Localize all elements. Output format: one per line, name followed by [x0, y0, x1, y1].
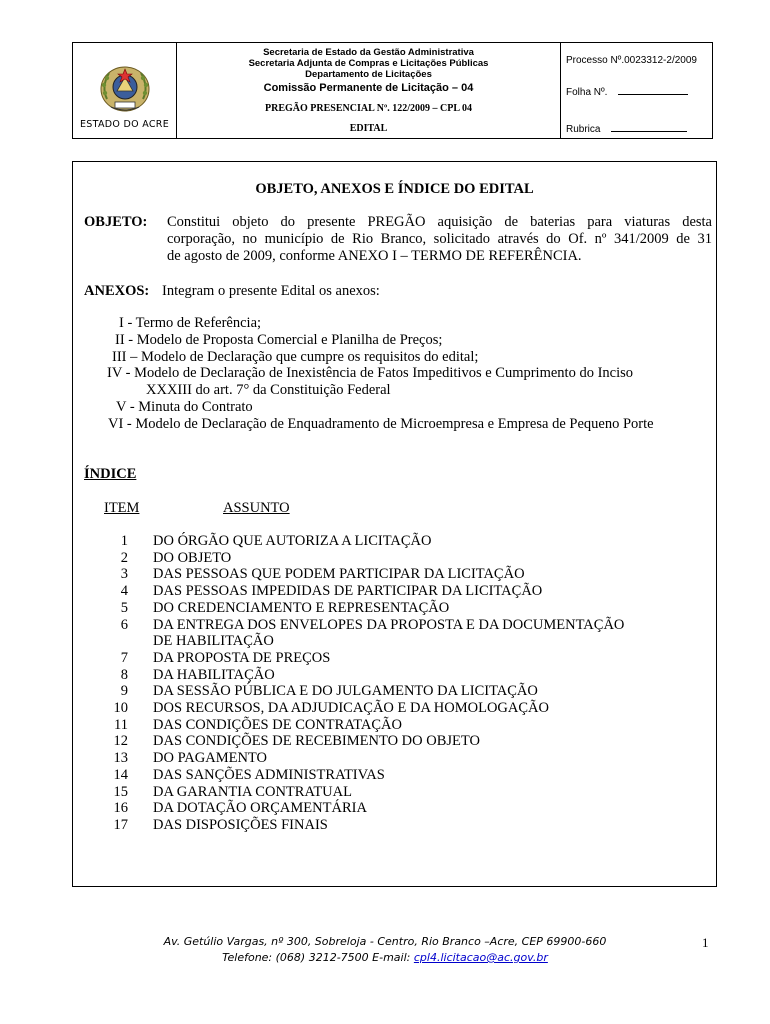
- indice-item-subject: DA SESSÃO PÚBLICA E DO JULGAMENTO DA LICITAÇÃO: [153, 683, 538, 700]
- edital-label: EDITAL: [349, 123, 388, 134]
- indice-item-number: 11: [114, 716, 128, 733]
- indice-item-number: 15: [113, 783, 128, 800]
- rubrica-field: [566, 122, 687, 135]
- footer-contact: [0, 951, 770, 964]
- indice-item-subject: DO CREDENCIAMENTO E REPRESENTAÇÃO: [153, 599, 450, 616]
- edital-content-box: [72, 161, 717, 887]
- indice-item-subject: DO ÓRGÃO QUE AUTORIZA A LICITAÇÃO: [153, 533, 432, 549]
- objeto-label: OBJETO:: [84, 214, 148, 230]
- page-title: OBJETO, ANEXOS E ÍNDICE DO EDITAL: [255, 181, 534, 197]
- page-number: 1: [702, 935, 709, 950]
- folha-blank-line: [618, 85, 688, 95]
- state-coat-of-arms-icon: [97, 63, 153, 115]
- indice-item-subject: DO PAGAMENTO: [153, 750, 268, 767]
- indice-item-number: 13: [113, 750, 128, 767]
- indice-item-number: 16: [113, 800, 128, 817]
- anexo-item: IV - Modelo de Declaração de Inexistência de Fatos Impeditivos e Cumprimento do Inciso: [107, 365, 634, 381]
- footer-phone: Telefone: (068) 3212-7500 E-mail:: [222, 951, 411, 964]
- indice-item-number: 7: [120, 649, 128, 666]
- indice-item-number: 10: [113, 700, 128, 716]
- indice-item-number: 3: [120, 566, 128, 583]
- commission-line: Comissão Permanente de Licitação – 04: [263, 82, 474, 94]
- indice-col-item: ITEM: [104, 500, 140, 516]
- indice-item-subject: DE HABILITAÇÃO: [153, 633, 274, 650]
- indice-item-subject: DA ENTREGA DOS ENVELOPES DA PROPOSTA E DA DOCUMENTAÇÃO: [153, 616, 625, 633]
- departamento-line: Departamento de Licitações: [305, 69, 432, 80]
- indice-col-assunto: ASSUNTO: [223, 500, 290, 516]
- footer-address: Av. Getúlio Vargas, nº 300, Sobreloja - Centro, Rio Branco –Acre, CEP 69900-660: [163, 935, 607, 948]
- indice-item-subject: DAS CONDIÇÕES DE CONTRATAÇÃO: [153, 716, 402, 733]
- indice-item-number: 14: [113, 766, 128, 783]
- anexo-item: V - Minuta do Contrato: [116, 399, 253, 415]
- indice-title: ÍNDICE: [84, 466, 137, 482]
- pregao-line: PREGÃO PRESENCIAL Nº. 122/2009 – CPL 04: [265, 103, 472, 114]
- anexo-item: II - Modelo de Proposta Comercial e Planilha de Preços;: [115, 332, 443, 348]
- indice-item-number: 2: [120, 549, 128, 566]
- indice-item-subject: DA HABILITAÇÃO: [153, 666, 275, 683]
- anexo-item: III – Modelo de Declaração que cumpre os requisitos do edital;: [112, 349, 479, 365]
- indice-item-subject: DAS CONDIÇÕES DE RECEBIMENTO DO OBJETO: [153, 733, 480, 750]
- document-header: [72, 42, 713, 139]
- rubrica-blank-line: [611, 122, 687, 132]
- indice-item-number: 8: [120, 666, 128, 683]
- secretaria-adjunta-line: Secretaria Adjunta de Compras e Licitações Públicas: [248, 58, 489, 69]
- indice-item-subject: DA GARANTIA CONTRATUAL: [153, 783, 352, 800]
- indice-item-number: 6: [120, 616, 128, 633]
- footer-email-link[interactable]: cpl4.licitacao@ac.gov.br: [413, 951, 548, 964]
- indice-item-subject: DAS SANÇÕES ADMINISTRATIVAS: [153, 766, 385, 783]
- indice-item-subject: DO OBJETO: [153, 549, 232, 566]
- state-name: ESTADO DO ACRE: [80, 119, 169, 130]
- anexo-item: VI - Modelo de Declaração de Enquadramento de Microempresa e Empresa de Pequeno Porte: [108, 416, 654, 432]
- folha-label: Folha Nº.: [566, 87, 608, 98]
- folha-field: [566, 85, 688, 98]
- indice-item-subject: DAS PESSOAS QUE PODEM PARTICIPAR DA LICITAÇÃO: [153, 566, 525, 583]
- header-logo-cell: [73, 43, 177, 138]
- anexo-item: I - Termo de Referência;: [119, 315, 262, 331]
- anexos-label: ANEXOS:: [84, 283, 150, 299]
- indice-item-number: 4: [120, 583, 128, 600]
- indice-item-number: 17: [113, 816, 128, 833]
- indice-item-number: 12: [113, 733, 128, 750]
- indice-item-subject: DOS RECURSOS, DA ADJUDICAÇÃO E DA HOMOLOGAÇÃO: [153, 700, 549, 716]
- anexos-intro: Integram o presente Edital os anexos:: [162, 283, 380, 299]
- indice-item-number: 1: [120, 533, 128, 549]
- indice-item-subject: DA DOTAÇÃO ORÇAMENTÁRIA: [153, 800, 367, 817]
- indice-item-subject: DAS PESSOAS IMPEDIDAS DE PARTICIPAR DA LICITAÇÃO: [153, 583, 543, 600]
- indice-item-number: 9: [120, 683, 128, 700]
- anexo-item-continuation: XXXIII do art. 7° da Constituição Federal: [146, 382, 391, 398]
- indice-item-number: 5: [120, 599, 128, 616]
- header-process-cell: [561, 43, 712, 138]
- indice-item-subject: DAS DISPOSIÇÕES FINAIS: [153, 816, 328, 833]
- indice-item-subject: DA PROPOSTA DE PREÇOS: [153, 649, 331, 666]
- objeto-line-3: de agosto de 2009, conforme ANEXO I – TERMO DE REFERÊNCIA.: [167, 248, 582, 264]
- header-title-cell: [177, 43, 561, 138]
- objeto-line-1: Constitui objeto do presente PREGÃO aquisição de baterias para viaturas desta: [167, 214, 712, 230]
- secretaria-line: Secretaria de Estado da Gestão Administrativa: [263, 47, 474, 58]
- objeto-line-2: corporação, no município de Rio Branco, solicitado através do Of. nº 341/2009 de 31: [167, 231, 712, 247]
- rubrica-label: Rubrica: [566, 124, 601, 135]
- process-number: Processo Nº.0023312-2/2009: [566, 55, 697, 66]
